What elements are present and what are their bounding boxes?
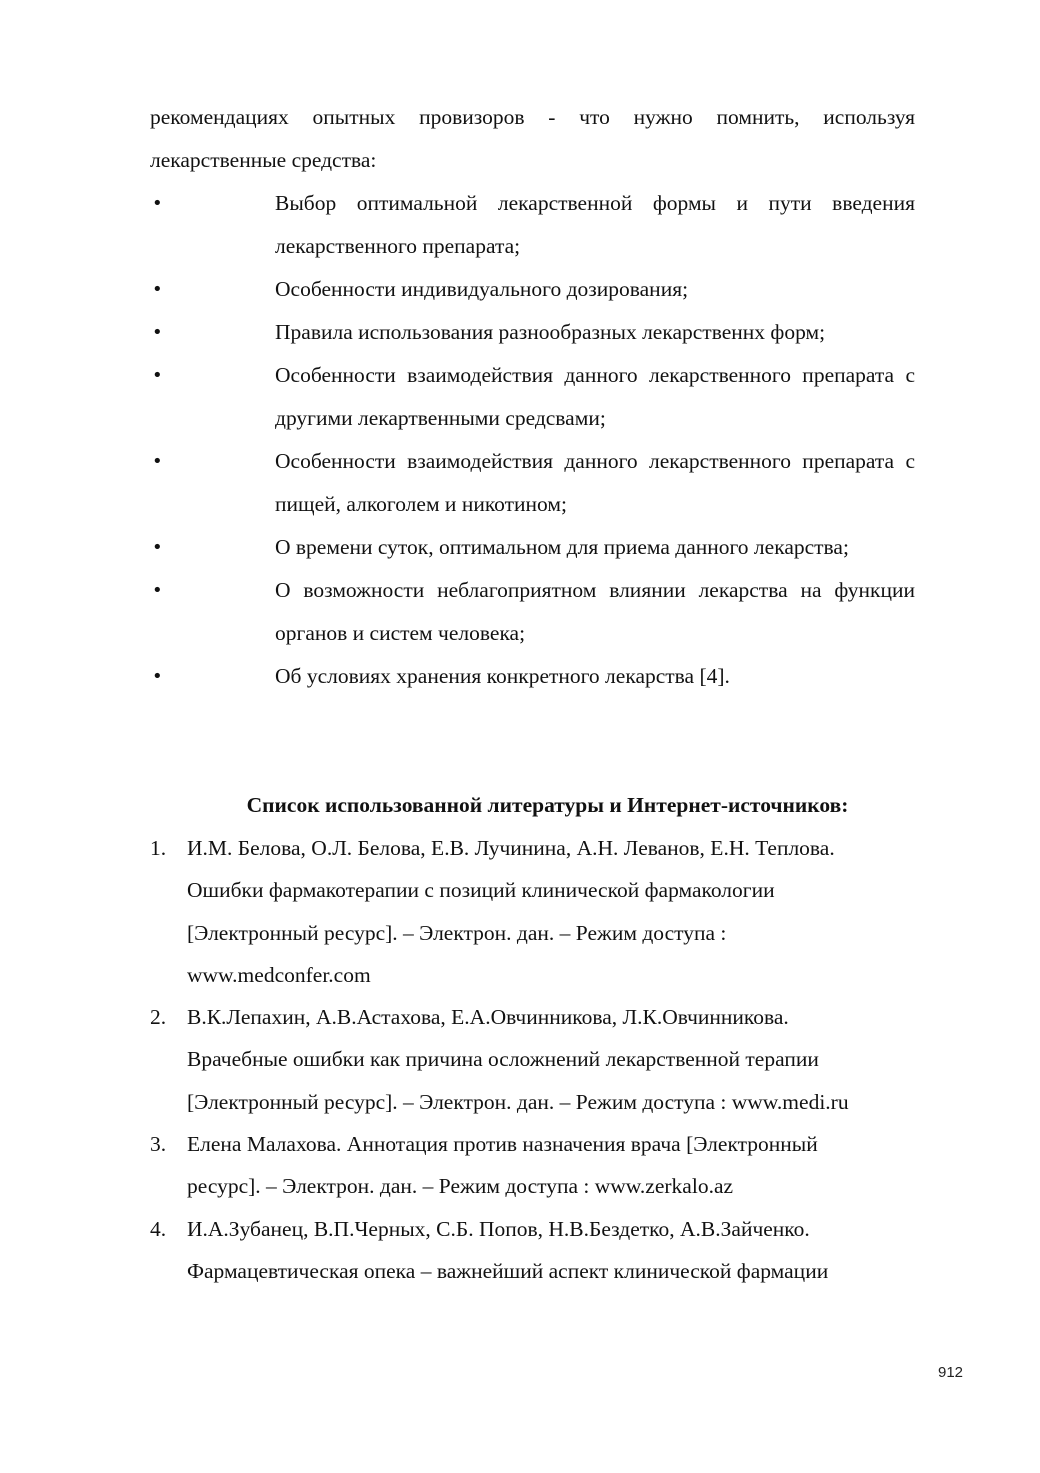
reference-item: [150, 1208, 950, 1293]
references-list: [150, 827, 950, 1292]
list-item-text: Выбор оптимальной лекарственной формы и пути введения лекарственного препарата;: [275, 191, 915, 258]
list-item-text: Особенности взаимодействия данного лекарственного препарата с пищей, алкоголем и никотином;: [275, 449, 915, 516]
intro-line-2: лекарственные средства:: [150, 148, 377, 172]
reference-line: ресурс]. – Электрон. дан. – Режим доступа : www.zerkalo.az: [187, 1174, 734, 1199]
list-item-text: О времени суток, оптимальном для приема данного лекарства;: [275, 535, 849, 559]
reference-line: Фармацевтическая опека – важнейший аспект клинической фармации: [187, 1258, 829, 1283]
list-item: [150, 569, 915, 655]
intro-paragraph: [150, 96, 915, 182]
reference-line: Ошибки фармакотерапии с позиций клинической фармакологии: [187, 878, 775, 903]
bullet-icon: •: [152, 580, 163, 601]
reference-number: 2.: [150, 1005, 167, 1030]
bullet-icon: •: [152, 537, 163, 558]
bullet-icon: •: [152, 666, 163, 687]
list-item: [150, 268, 915, 311]
reference-line: В.К.Лепахин, А.В.Астахова, Е.А.Овчинникова, Л.К.Овчинникова.: [187, 1005, 789, 1030]
bullet-icon: •: [152, 279, 163, 300]
list-item: [150, 354, 915, 440]
list-item: [150, 182, 915, 268]
page-number: 912: [938, 1364, 964, 1381]
list-item-text: Правила использования разнообразных лекарственнх форм;: [275, 320, 826, 344]
reference-number: 4.: [150, 1216, 167, 1241]
recommendation-list: [150, 182, 915, 698]
reference-line: И.М. Белова, О.Л. Белова, Е.В. Лучинина, А.Н. Леванов, Е.Н. Теплова.: [187, 836, 835, 860]
list-item: [150, 311, 915, 354]
list-item-text: Об условиях хранения конкретного лекарства [4].: [275, 664, 730, 688]
intro-line-1: рекомендациях опытных провизоров - что нужно помнить, используя: [150, 105, 915, 129]
reference-line: Врачебные ошибки как причина осложнений лекарственной терапии: [187, 1047, 819, 1072]
reference-line: Елена Малахова. Аннотация против назначения врача [Электронный: [187, 1132, 818, 1157]
list-item-text: Особенности индивидуального дозирования;: [275, 277, 689, 301]
reference-item: [150, 996, 950, 1123]
bullet-icon: •: [152, 451, 163, 472]
list-item: [150, 440, 915, 526]
reference-number: 3.: [150, 1132, 167, 1157]
bullet-icon: •: [152, 193, 163, 214]
reference-line: www.medconfer.com: [187, 962, 371, 987]
reference-number: 1.: [150, 836, 167, 860]
list-item-text: О возможности неблагоприятном влиянии лекарства на функции органов и систем человека;: [275, 578, 915, 645]
reference-line: [Электронный ресурс]. – Электрон. дан. – Режим доступа :: [187, 920, 727, 945]
list-item: [150, 526, 915, 569]
list-item-text: Особенности взаимодействия данного лекарственного препарата с другими лекартвенными средсвами;: [275, 363, 915, 430]
reference-item: [150, 1123, 950, 1208]
bullet-icon: •: [152, 322, 163, 343]
list-item: [150, 655, 915, 698]
bullet-icon: •: [152, 365, 163, 386]
reference-line: И.А.Зубанец, В.П.Черных, С.Б. Попов, Н.В.Бездетко, А.В.Зайченко.: [187, 1216, 810, 1241]
references-heading: Список использованной литературы и Интернет-источников:: [246, 793, 849, 817]
reference-line: [Электронный ресурс]. – Электрон. дан. – Режим доступа : www.medi.ru: [187, 1089, 849, 1114]
reference-item: [150, 827, 950, 996]
